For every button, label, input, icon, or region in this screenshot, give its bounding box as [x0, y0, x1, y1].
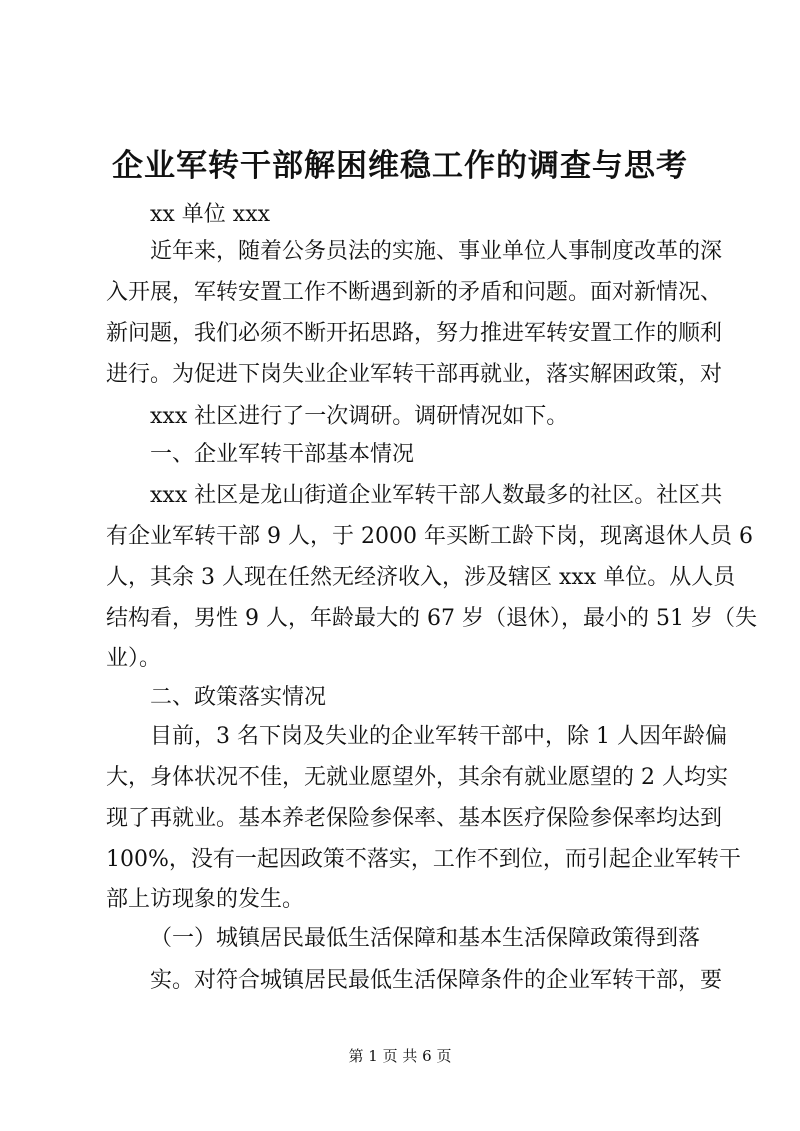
body-line-8: 人，其余 3 人现在任然无经济收入，涉及辖区 xxx 单位。从人员 [106, 565, 736, 590]
body-line-1: 近年来，随着公务员法的实施、事业单位人事制度改革的深 [150, 239, 723, 264]
body-line-15: 部上访现象的发生。 [106, 887, 305, 912]
subsection-line-2: 实。对符合城镇居民最低生活保障条件的企业军转干部，要 [150, 968, 723, 993]
section-heading-1: 一、企业军转干部基本情况 [150, 442, 415, 467]
body-line-4: 进行。为促进下岗失业企业军转干部再就业，落实解困政策，对 [106, 362, 723, 387]
body-line-12: 大，身体状况不佳，无就业愿望外，其余有就业愿望的 2 人均实 [106, 765, 728, 790]
document-title: 企业军转干部解困维稳工作的调查与思考 [112, 148, 688, 184]
body-line-2: 入开展，军转安置工作不断遇到新的矛盾和问题。面对新情况、 [106, 280, 723, 305]
body-line-14: 100%，没有一起因政策不落实，工作不到位，而引起企业军转干 [106, 847, 741, 872]
body-line-9: 结构看，男性 9 人，年龄最大的 67 岁（退休），最小的 51 岁（失 [106, 606, 757, 631]
author-line: xx 单位 xxx [150, 202, 271, 227]
body-line-5: xxx 社区进行了一次调研。调研情况如下。 [150, 404, 569, 429]
body-line-11: 目前，3 名下岗及失业的企业军转干部中，除 1 人因年龄偏 [150, 724, 727, 749]
body-line-7: 有企业军转干部 9 人，于 2000 年买断工龄下岗，现离退休人员 6 [106, 524, 753, 549]
body-line-10: 业）。 [106, 646, 162, 671]
body-line-13: 现了再就业。基本养老保险参保率、基本医疗保险参保率均达到 [106, 806, 723, 831]
section-heading-2: 二、政策落实情况 [150, 685, 327, 710]
page-footer: 第 1 页 共 6 页 [348, 1047, 452, 1065]
subsection-line-1: （一）城镇居民最低生活保障和基本生活保障政策得到落 [150, 926, 701, 951]
body-line-6: xxx 社区是龙山街道企业军转干部人数最多的社区。社区共 [150, 483, 723, 508]
body-line-3: 新问题，我们必须不断开拓思路，努力推进军转安置工作的顺利 [106, 321, 723, 346]
